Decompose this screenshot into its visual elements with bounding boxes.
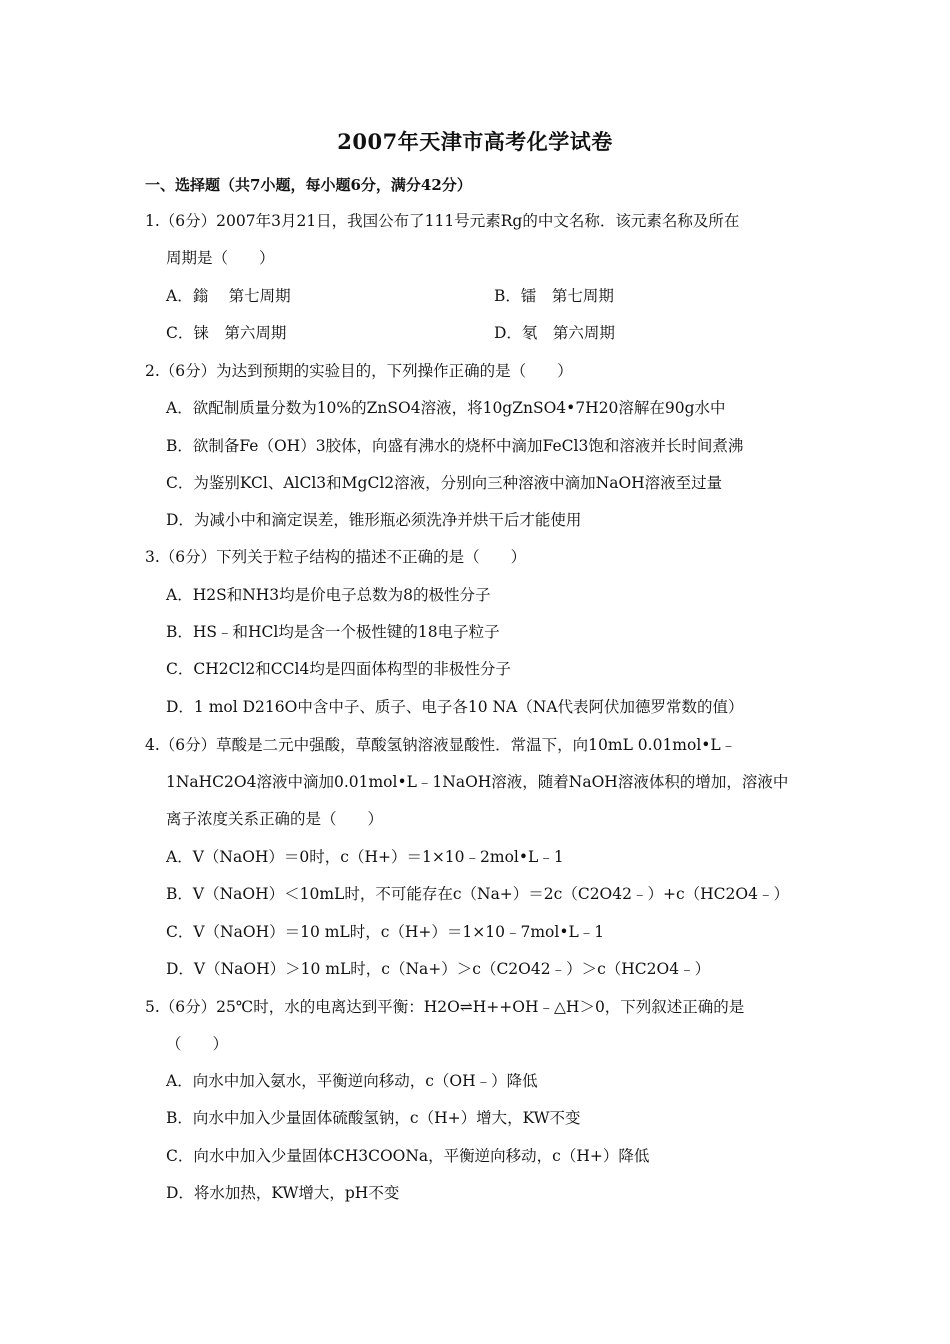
q1-option-a: A．鎓 第七周期 — [166, 287, 291, 305]
q1-option-b: B．镭 第七周期 — [494, 287, 614, 305]
q2-option-b: B．欲制备Fe（OH）3胶体，向盛有沸水的烧杯中滴加FeCl3饱和溶液并长时间煮沸 — [166, 437, 744, 455]
q1-stem-line-1: 1.（6分）2007年3月21日，我国公布了111号元素Rg的中文名称．该元素名称及所在 — [145, 212, 740, 230]
q3-option-b: B．HS﹣和HCl均是含一个极性键的18电子粒子 — [166, 623, 500, 641]
q5-stem-line-2: （ ） — [166, 1035, 229, 1053]
q4-stem-line-3: 离子浓度关系正确的是（ ） — [166, 810, 384, 828]
q1-option-c: C．铼 第六周期 — [166, 324, 287, 342]
q5-option-c: C．向水中加入少量固体CH3COONa，平衡逆向移动，c（H+）降低 — [166, 1147, 650, 1165]
q4-stem-line-2: 1NaHC2O4溶液中滴加0.01mol•L﹣1NaOH溶液，随着NaOH溶液体积的增加，溶液中 — [166, 773, 789, 791]
q1-option-d: D．氡 第六周期 — [494, 324, 615, 342]
q4-option-b: B．V（NaOH）＜10mL时，不可能存在c（Na+）＝2c（C2O42﹣）+c（HC2O4﹣） — [166, 885, 789, 903]
q3-option-d: D．1 mol D216O中含中子、质子、电子各10 NA（NA代表阿伏加德罗常数的值） — [166, 698, 744, 716]
q3-stem: 3.（6分）下列关于粒子结构的描述不正确的是（ ） — [145, 548, 527, 566]
q4-stem-line-1: 4.（6分）草酸是二元中强酸，草酸氢钠溶液显酸性．常温下，向10mL 0.01mol•L﹣ — [145, 736, 737, 754]
q5-stem-line-1: 5.（6分）25℃时，水的电离达到平衡：H2O⇌H++OH﹣△H＞0，下列叙述正确的是 — [145, 998, 745, 1016]
q5-option-a: A．向水中加入氨水，平衡逆向移动，c（OH﹣）降低 — [166, 1072, 538, 1090]
page-title: 2007年天津市高考化学试卷 — [337, 129, 613, 154]
q2-option-d: D．为减小中和滴定误差，锥形瓶必须洗净并烘干后才能使用 — [166, 511, 582, 529]
q3-option-c: C．CH2Cl2和CCl4均是四面体构型的非极性分子 — [166, 660, 511, 678]
q2-option-c: C．为鉴别KCl、AlCl3和MgCl2溶液，分别向三种溶液中滴加NaOH溶液至过量 — [166, 474, 723, 492]
q5-option-b: B．向水中加入少量固体硫酸氢钠，c（H+）增大，KW不变 — [166, 1109, 581, 1127]
q5-option-d: D．将水加热，KW增大，pH不变 — [166, 1184, 400, 1202]
q3-option-a: A．H2S和NH3均是价电子总数为8的极性分子 — [166, 586, 491, 604]
q2-option-a: A．欲配制质量分数为10%的ZnSO4溶液，将10gZnSO4•7H20溶解在90g水中 — [166, 399, 726, 417]
q4-option-d: D．V（NaOH）＞10 mL时，c（Na+）＞c（C2O42﹣）＞c（HC2O4﹣） — [166, 960, 711, 978]
q4-option-a: A．V（NaOH）＝0时，c（H+）＝1×10﹣2mol•L﹣1 — [166, 848, 564, 866]
q4-option-c: C．V（NaOH）＝10 mL时，c（H+）＝1×10﹣7mol•L﹣1 — [166, 923, 605, 941]
section-heading: 一、选择题（共7小题，每小题6分，满分42分） — [145, 176, 472, 194]
q2-stem: 2.（6分）为达到预期的实验目的，下列操作正确的是（ ） — [145, 362, 573, 380]
q1-stem-line-2: 周期是（ ） — [166, 249, 275, 267]
